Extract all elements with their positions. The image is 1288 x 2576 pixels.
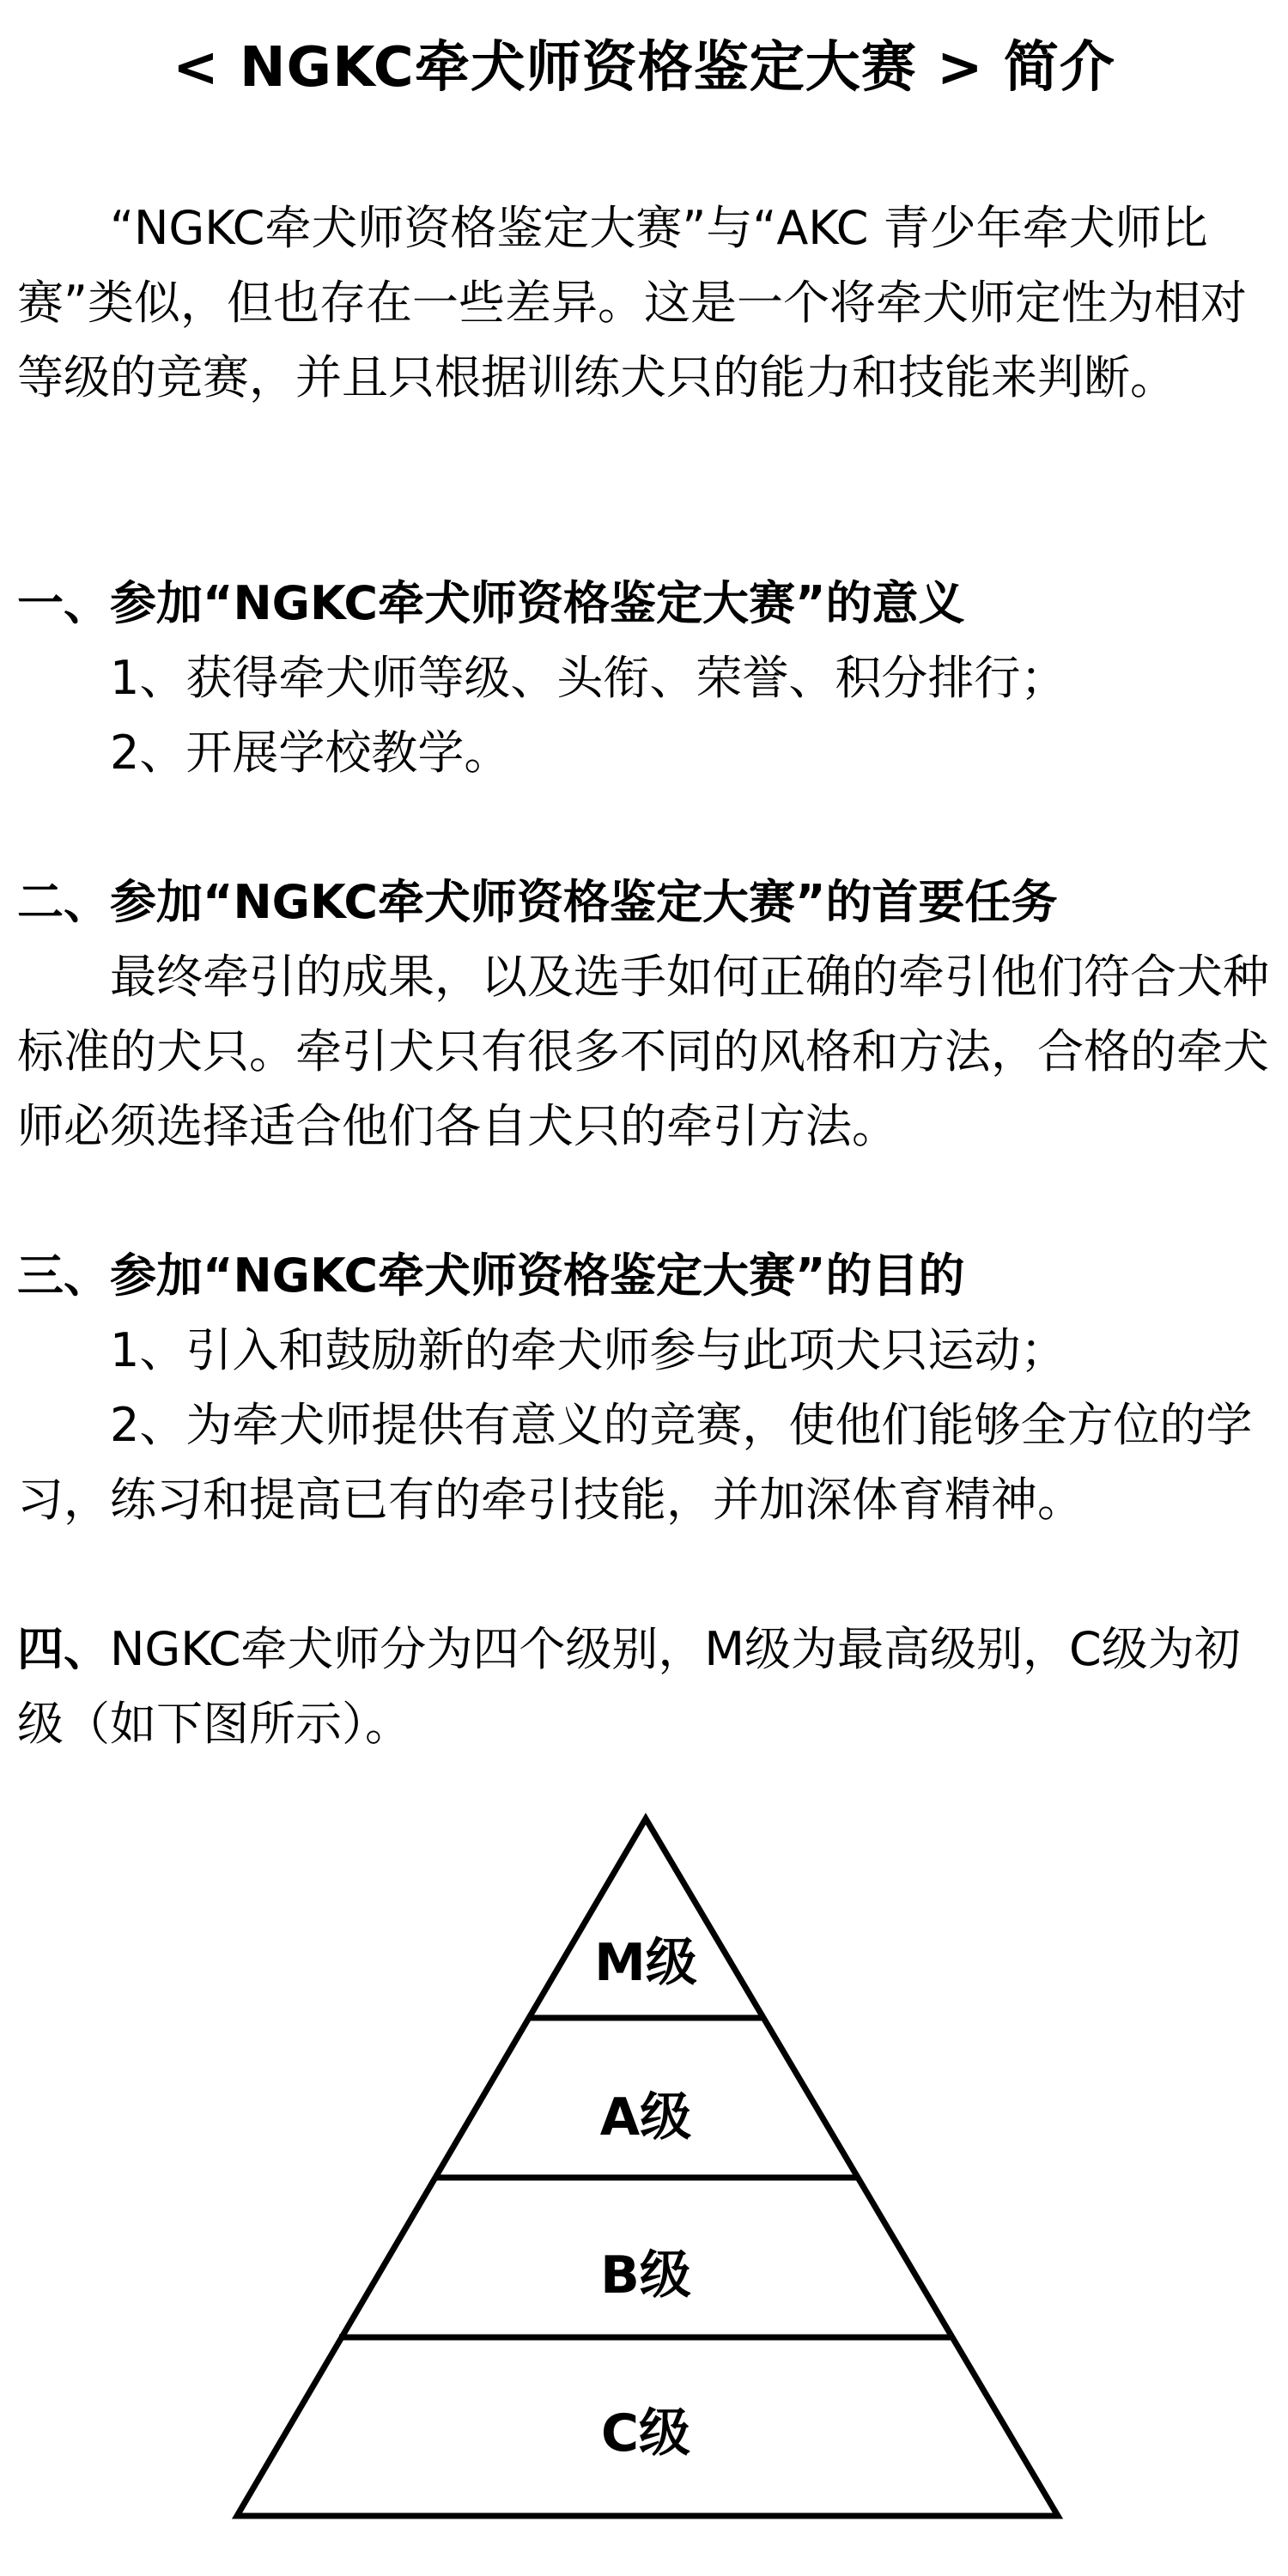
pyramid-level-m: M级 — [594, 1933, 697, 1993]
intro-paragraph: “NGKC牵犬师资格鉴定大赛”与“AKC 青少年牵犬师比赛”类似，但也存在一些差异。这是一个将牵犬师定性为相对等级的竞赛，并且只根据训练犬只的能力和技能来判断。 — [17, 201, 1247, 404]
document-title: < NGKC牵犬师资格鉴定大赛 > 简介 — [173, 36, 1115, 100]
section-4-heading: 四、 — [17, 1622, 110, 1676]
section-3-item-1: 1、引入和鼓励新的牵犬师参与此项犬只运动； — [110, 1323, 1067, 1377]
section-4-body: NGKC牵犬师分为四个级别，M级为最高级别，C级为初级（如下图所示）。 — [17, 1622, 1241, 1751]
section-3-item-2: 2、为牵犬师提供有意义的竞赛，使他们能够全方位的学习，练习和提高已有的牵引技能，并加深体育精神。 — [17, 1398, 1253, 1527]
section-1-item-1: 1、获得牵犬师等级、头衔、荣誉、积分排行； — [110, 651, 1067, 705]
level-pyramid-svg — [232, 1810, 1073, 2540]
pyramid-level-a: A级 — [599, 2087, 692, 2148]
level-pyramid — [232, 1810, 1073, 2540]
section-1-item-2: 2、开展学校教学。 — [110, 726, 511, 780]
pyramid-level-b: B级 — [600, 2245, 691, 2306]
section-3-heading: 三、参加“NGKC牵犬师资格鉴定大赛”的目的 — [17, 1249, 965, 1303]
section-2-heading: 二、参加“NGKC牵犬师资格鉴定大赛”的首要任务 — [17, 875, 1058, 929]
section-4-paragraph — [17, 1612, 1278, 1761]
section-1-heading: 一、参加“NGKC牵犬师资格鉴定大赛”的意义 — [17, 576, 965, 630]
pyramid-level-c: C级 — [600, 2403, 691, 2464]
section-2-body: 最终牵引的成果，以及选手如何正确的牵引他们符合犬种标准的犬只。牵引犬只有很多不同的风格和方法，合格的牵犬师必须选择适合他们各自犬只的牵引方法。 — [17, 950, 1269, 1153]
